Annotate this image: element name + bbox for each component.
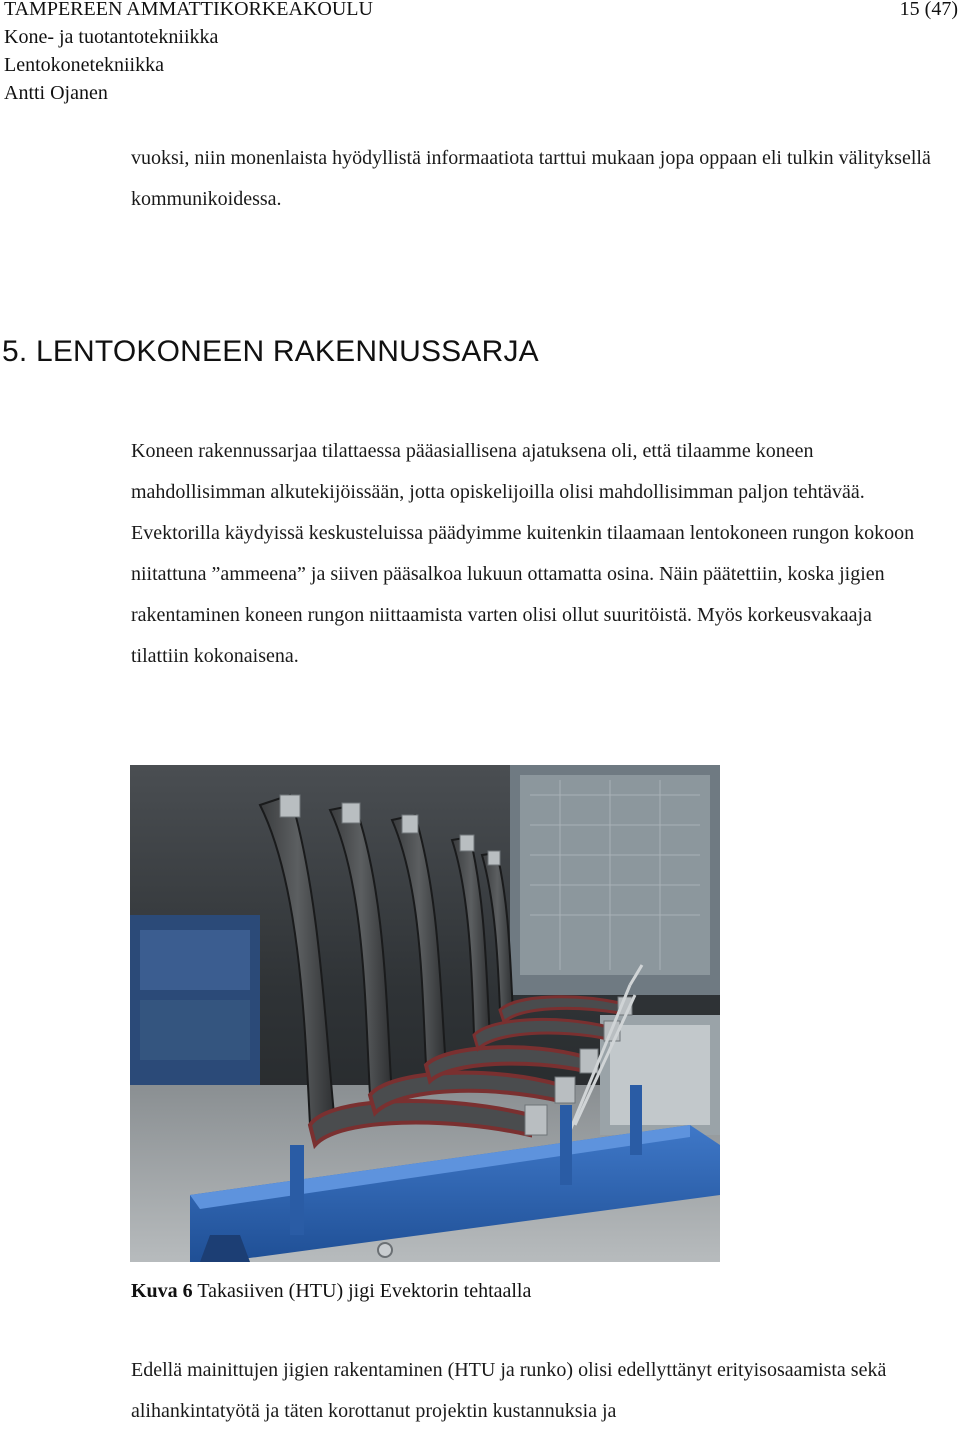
- paragraph-intro: Koneen rakennussarjaa tilattaessa pääasiallisena ajatuksena oli, että tilaamme koneen mahdollisimman alkutekijöissään, jotta opiskelijoilla olisi mahdollisimman paljon tehtävää. Evektorilla käydyissä keskusteluissa päädyimme kuitenkin tilaamaan lentokoneen rungon kokoon niitattuna ”ammeena” ja siiven pääsalkoa lukuun ottamatta osina. Näin päätettiin, koska jigien rakentaminen koneen rungon niittaamista varten olisi ollut suuritöistä. Myös korkeusvakaaja tilattiin kokonaisena.: [131, 440, 915, 667]
- caption-text: Takasiiven (HTU) jigi Evektorin tehtaalla: [192, 1280, 532, 1302]
- figure-caption: [131, 1276, 531, 1306]
- header-institution: TAMPEREEN AMMATTIKORKEAKOULU: [4, 0, 373, 20]
- caption-label: Kuva 6: [131, 1280, 193, 1302]
- header-program: Lentokonetekniikka: [4, 54, 164, 76]
- header-department: Kone- ja tuotantotekniikka: [4, 26, 219, 48]
- header-author: Antti Ojanen: [4, 82, 108, 104]
- page-header: [0, 0, 960, 110]
- figure-photo-htu-jig: [130, 765, 720, 1262]
- section-heading: 5. LENTOKONEEN RAKENNUSSARJA: [2, 335, 539, 368]
- paragraph-continued: vuoksi, niin monenlaista hyödyllistä informaatiota tarttui mukaan jopa oppaan eli tulkin välityksellä kommunikoidessa.: [131, 147, 931, 210]
- paragraph-final: Edellä mainittujen jigien rakentaminen (HTU ja runko) olisi edellyttänyt erityisosaamista sekä alihankintatyötä ja täten korottanut projektin kustannuksia ja: [131, 1359, 887, 1422]
- header-page-number: 15 (47): [899, 0, 958, 20]
